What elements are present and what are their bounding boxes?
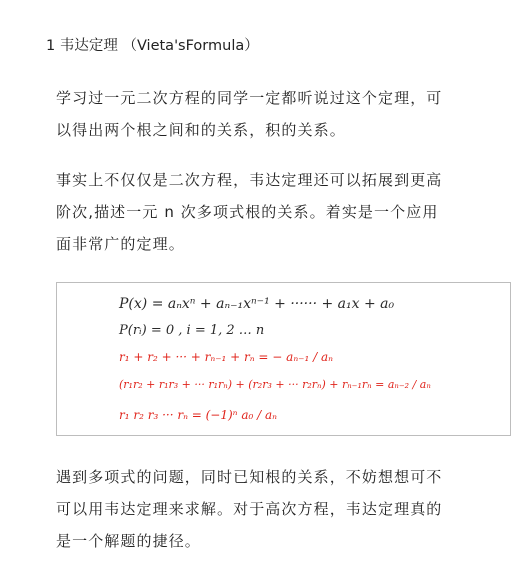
formula-text: r₁ + r₂ + ··· + rₙ₋₁ + rₙ = − aₙ₋₁ / aₙ — [119, 350, 334, 364]
handwritten-formula-image — [56, 282, 511, 436]
paragraph-intro — [56, 82, 481, 146]
formula-line-sum — [119, 350, 333, 364]
paragraph-line: 可以用韦达定理来求解。对于高次方程，韦达定理真的 — [56, 500, 443, 518]
paragraph-line: 是一个解题的捷径。 — [56, 532, 201, 550]
formula-text: (r₁r₂ + r₁r₃ + ··· r₁rₙ) + (r₂r₃ + ··· r₂rₙ) + rₙ₋₁rₙ = aₙ₋₂ / aₙ — [119, 378, 431, 391]
formula-line-polynomial — [118, 296, 394, 312]
paragraph-line: 以得出两个根之间和的关系，积的关系。 — [56, 121, 346, 139]
paragraph-line: 阶次,描述一元 n 次多项式根的关系。着实是一个应用 — [56, 203, 439, 221]
paragraph-line: 学习过一元二次方程的同学一定都听说过这个定理，可 — [56, 89, 443, 107]
formula-drawing — [57, 283, 512, 437]
formula-line-roots — [118, 323, 264, 338]
paragraph-conclusion — [56, 461, 481, 557]
formula-line-pairwise — [119, 378, 431, 391]
formula-text: P(rᵢ) = 0 , i = 1, 2 … n — [119, 323, 265, 338]
formula-text: r₁ r₂ r₃ ··· rₙ = (−1)ⁿ a₀ / aₙ — [119, 408, 278, 422]
paragraph-line: 遇到多项式的问题，同时已知根的关系，不妨想想可不 — [56, 468, 443, 486]
formula-text: P(x) = aₙxⁿ + aₙ₋₁xⁿ⁻¹ + ······ + a₁x + a₀ — [119, 296, 395, 312]
paragraph-line: 面非常广的定理。 — [56, 235, 185, 253]
paragraph-line: 事实上不仅仅是二次方程，韦达定理还可以拓展到更高 — [56, 171, 443, 189]
section-heading: 1 韦达定理 （Vieta'sFormula） — [46, 38, 259, 54]
formula-line-product — [119, 408, 277, 422]
paragraph-extension — [56, 164, 481, 260]
